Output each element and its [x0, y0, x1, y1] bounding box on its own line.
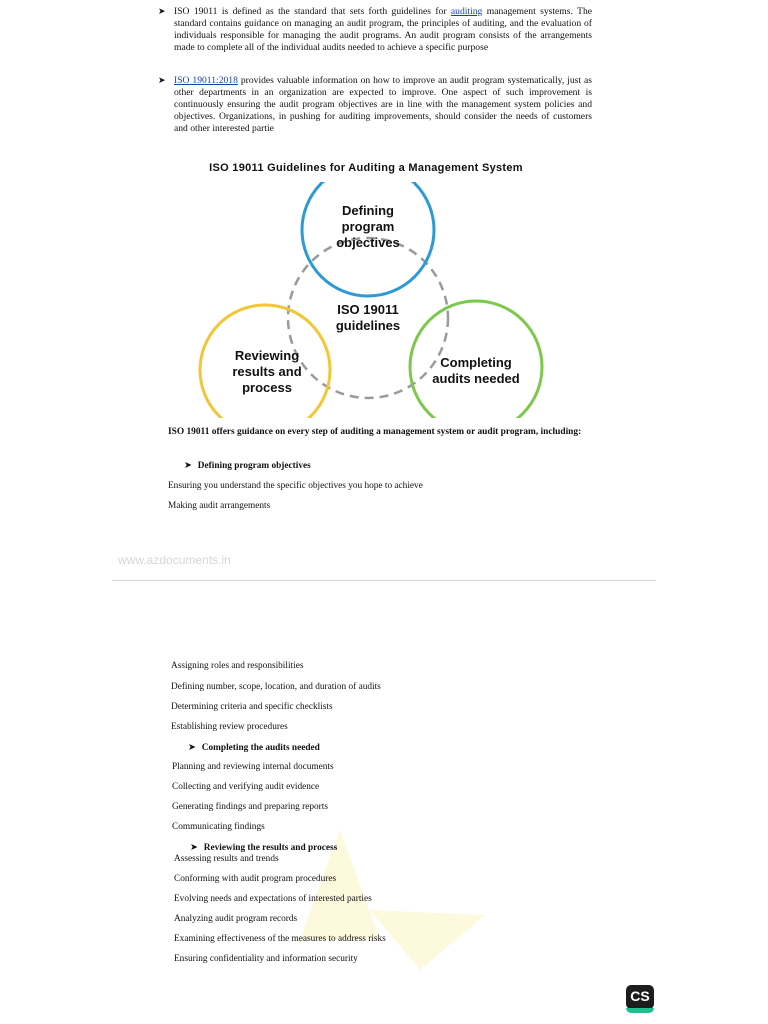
list-item: Communicating findings [172, 822, 265, 832]
top-label-line: objectives [336, 235, 400, 250]
arrow-bullet-icon: ➤ [188, 743, 196, 753]
list-item: Examining effectiveness of the measures to address risks [174, 934, 386, 944]
auditing-link[interactable]: auditing [450, 6, 483, 17]
iso-guidelines-diagram [190, 182, 552, 418]
arrow-bullet-icon: ➤ [190, 843, 198, 853]
list-item: Generating findings and preparing reports [172, 802, 328, 812]
section-heading-reviewing [190, 842, 337, 853]
center-label-line: guidelines [335, 318, 401, 333]
intro-text: ISO 19011 offers guidance on every step of auditing a management system or audit program, including: [168, 427, 582, 437]
list-item: Evolving needs and expectations of interested parties [174, 894, 372, 904]
camscanner-logo-icon: CS [626, 985, 654, 1009]
list-item: Determining criteria and specific checklists [171, 702, 333, 712]
document-page-1 [112, 0, 656, 578]
left-label-line: process [242, 380, 292, 395]
paragraph-text: provides valuable information on how to improve an audit program systematically, just as other departments in an organization are expected to improve. One aspect of such improvement is continuously ensuring the audit program objectives are in line with the management system policies and objectives. Organizations, in pushing for auditing improvements, should consider the needs of customers and other interested partie [174, 75, 592, 134]
list-item: Ensuring you understand the specific objectives you hope to achieve [168, 481, 423, 491]
list-item: Analyzing audit program records [174, 914, 298, 924]
list-item: Assigning roles and responsibilities [171, 661, 304, 671]
list-item: Assessing results and trends [174, 854, 279, 864]
paragraph-iso-definition [158, 6, 592, 54]
section-heading-defining [184, 460, 311, 471]
list-item: Collecting and verifying audit evidence [172, 782, 320, 792]
top-label-line: Defining [342, 203, 394, 218]
heading-text: Defining program objectives [197, 461, 311, 471]
arrow-bullet-icon: ➤ [184, 461, 192, 471]
list-item: Defining number, scope, location, and duration of audits [171, 682, 381, 692]
list-item: Establishing review procedures [171, 722, 288, 732]
iso-19011-2018-link[interactable]: ISO 19011:2018 [174, 75, 238, 86]
list-item: Conforming with audit program procedures [174, 874, 337, 884]
left-label-line: Reviewing [234, 348, 300, 363]
top-label-line: program [341, 219, 395, 234]
document-page-2 [112, 590, 656, 970]
page-divider [112, 580, 656, 581]
left-label-line: results and [232, 364, 302, 379]
heading-text: Reviewing the results and process [203, 843, 338, 853]
paragraph-text: management systems. The standard contains guidance on managing an audit program, the principles of auditing, and the evaluation of individuals responsible for managing the audit programs. An audit program consists of the arrangements made to complete all of the individual audits needed to achieve a specific purpose [174, 6, 592, 53]
heading-text: Completing the audits needed [201, 743, 320, 753]
right-label-line: Completing [440, 355, 512, 370]
list-item: Making audit arrangements [168, 501, 271, 511]
diagram-title: ISO 19011 Guidelines for Auditing a Management System [209, 162, 523, 174]
paragraph-iso-2018 [158, 75, 592, 135]
arrow-bullet-icon: ➤ [158, 75, 166, 85]
arrow-bullet-icon: ➤ [158, 6, 166, 16]
list-item: Ensuring confidentiality and information security [174, 954, 358, 964]
center-label-line: ISO 19011 [337, 302, 399, 317]
watermark: www.azdocuments.in [118, 553, 231, 567]
section-heading-completing [188, 742, 320, 753]
right-label-line: audits needed [432, 371, 520, 386]
list-item: Planning and reviewing internal documents [172, 762, 334, 772]
paragraph-text: ISO 19011 is defined as the standard that sets forth guidelines for [174, 6, 451, 17]
